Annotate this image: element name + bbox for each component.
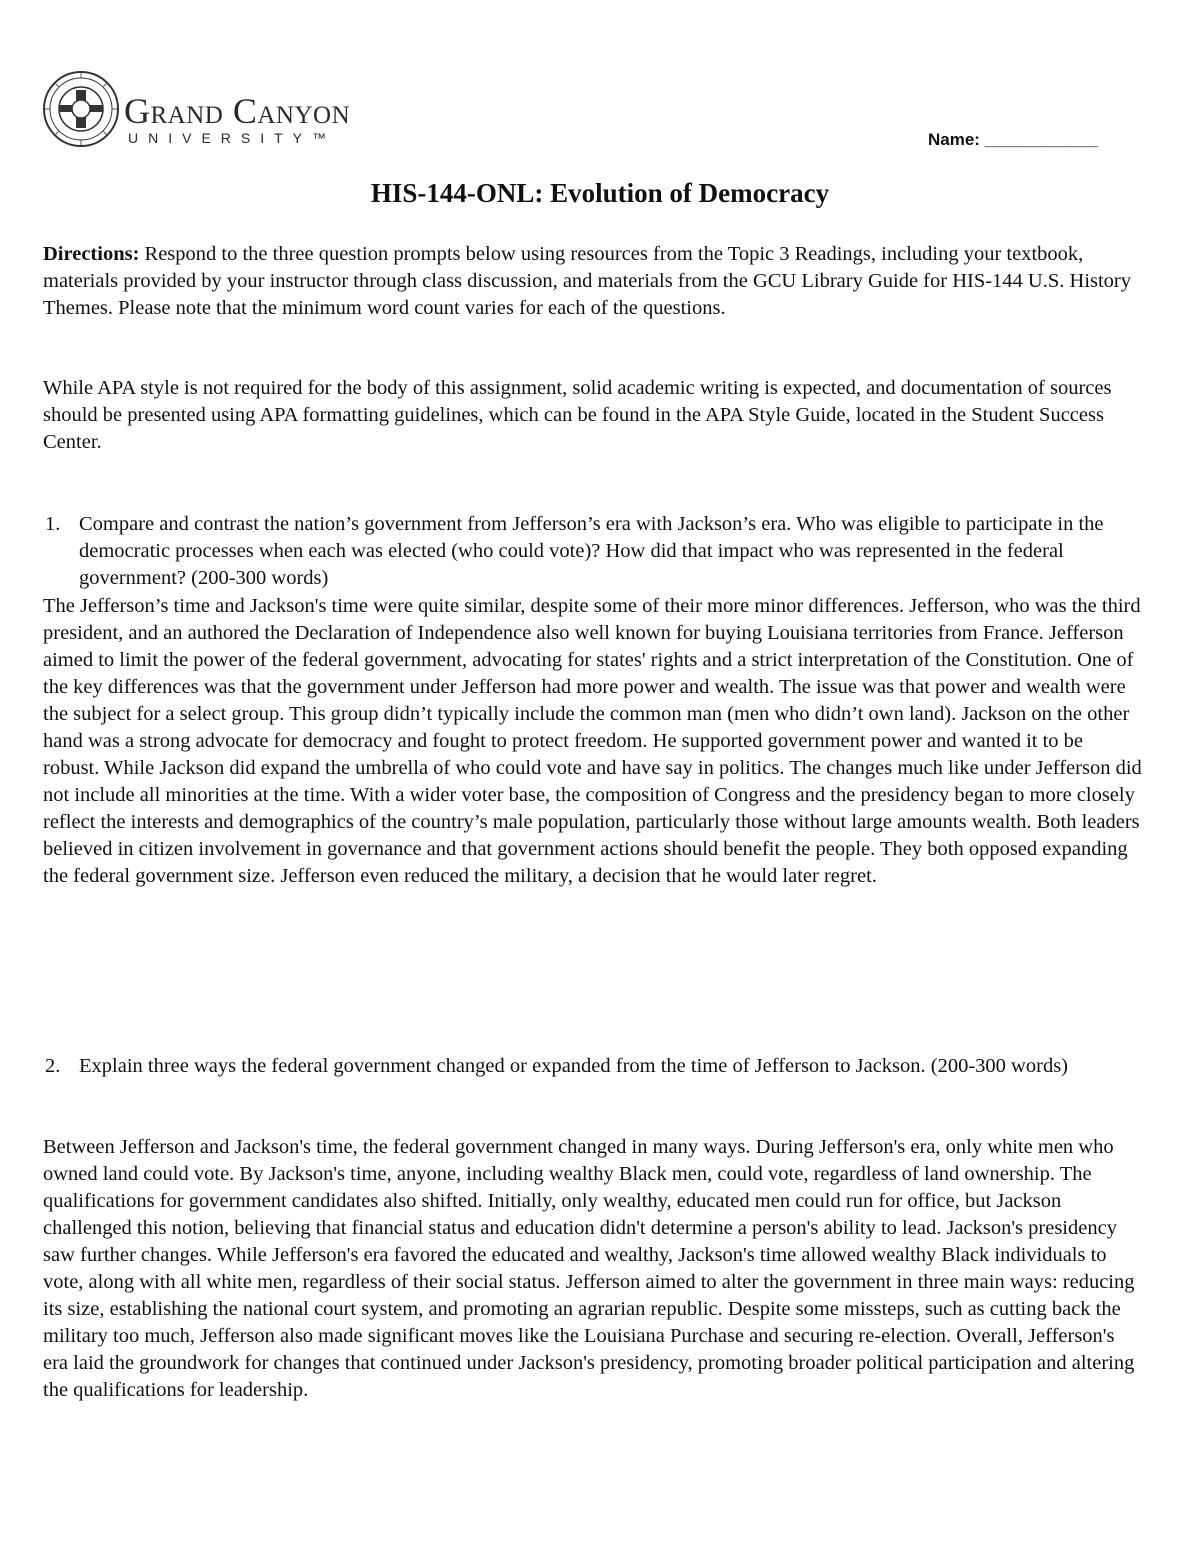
apa-note-paragraph: While APA style is not required for the body of this assignment, solid academic writing is expected, and documentation of sources should be presented using APA formatting guidelines, which can be found in the APA Style Guide, located in the Student Success Center.: [43, 377, 1112, 453]
answer-2: Between Jefferson and Jackson's time, the federal government changed in many ways. During Jefferson's era, only white men who owned land could vote. By Jackson's time, anyone, including wealthy Black men, could vote, regardless of land ownership. The qualifications for government candidates also shifted. Initially, only wealthy, educated men could run for office, but Jackson challenged this notion, believing that financial status and education didn't determine a person's ability to lead. Jackson's presidency saw further changes. While Jefferson's era favored the educated and wealthy, Jackson's time allowed wealthy Black individuals to vote, along with all white men, regardless of their social status. Jefferson aimed to alter the government in three main ways: reducing its size, establishing the national court system, and promoting an agrarian republic. Despite some missteps, such as cutting back the military too much, Jefferson also made significant moves like the Louisiana Purchase and securing re-election. Overall, Jefferson's era laid the groundwork for changes that continued under Jackson's presidency, promoting broader political participation and altering the qualifications for leadership.: [43, 1136, 1135, 1401]
university-seal-icon: [42, 70, 120, 148]
question-prompt: Explain three ways the federal government changed or expanded from the time of Jefferson to Jackson. (200-300 words): [79, 1055, 1068, 1077]
directions-paragraph: [43, 241, 1143, 322]
logo-university-name: Grand Canyon: [124, 91, 351, 131]
directions-text: Respond to the three question prompts below using resources from the Topic 3 Readings, including your textbook, materials provided by your instructor through class discussion, and materials from the GCU Library Guide for HIS-144 U.S. History Themes. Please note that the minimum word count varies for each of the questions.: [43, 243, 1132, 319]
question-2: [43, 1053, 1143, 1080]
name-field-label: Name: ____________: [928, 130, 1099, 149]
question-number: 1.: [45, 513, 61, 535]
question-number: 2.: [45, 1055, 61, 1077]
question-1: [43, 511, 1143, 592]
document-title: HIS-144-ONL: Evolution of Democracy: [370, 178, 830, 208]
directions-label: Directions:: [43, 243, 140, 265]
question-prompt: Compare and contrast the nation’s government from Jefferson’s era with Jackson’s era. Who was eligible to participate in the democratic processes when each was elected (who could vote)? How did that impact who was represented in the federal government? (200-300 words): [79, 513, 1104, 589]
logo-university-subtitle: UNIVERSITY™: [128, 130, 337, 146]
university-logo: [42, 70, 382, 150]
answer-1: The Jefferson’s time and Jackson's time were quite similar, despite some of their more minor differences. Jefferson, who was the third president, and an authored the Declaration of Independence also well known for buying Louisiana territories from France. Jefferson aimed to limit the power of the federal government, advocating for states' rights and a strict interpretation of the Constitution. One of the key differences was that the government under Jefferson had more power and wealth. The issue was that power and wealth were the subject for a select group. This group didn’t typically include the common man (men who didn’t own land). Jackson on the other hand was a strong advocate for democracy and fought to protect freedom. He supported government power and wanted it to be robust. While Jackson did expand the umbrella of who could vote and have say in politics. The changes much like under Jefferson did not include all minorities at the time. With a wider voter base, the composition of Congress and the presidency began to more closely reflect the interests and demographics of the country’s male population, particularly those without large amounts wealth. Both leaders believed in citizen involvement in governance and that government actions should benefit the people. They both opposed expanding the federal government size. Jefferson even reduced the military, a decision that he would later regret.: [43, 595, 1142, 887]
